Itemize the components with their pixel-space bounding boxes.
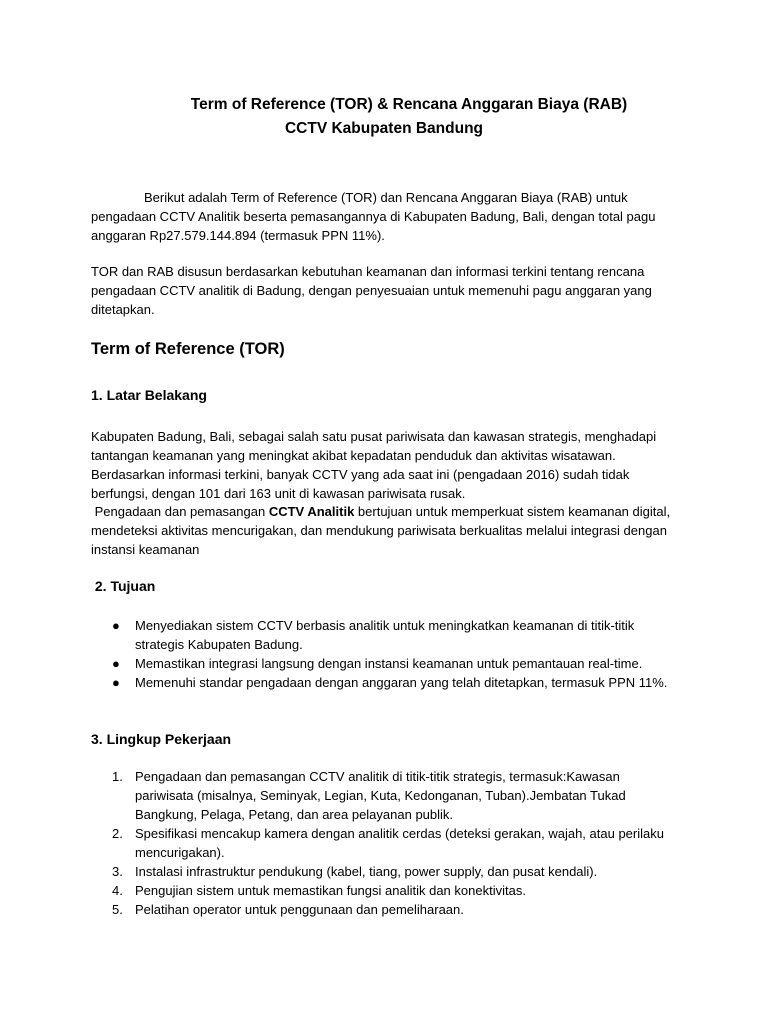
section-1-paragraph-2-lead: Pengadaan dan pemasangan [91,504,269,519]
list-item [91,767,681,824]
section-2-heading: 2. Tujuan [91,578,156,594]
list-item-text: Pengadaan dan pemasangan CCTV analitik di titik-titik strategis, termasuk:Kawasan pariwisata (misalnya, Seminyak, Legian, Kuta, Kedonganan, Tuban).Jembatan Tukad Bangkung, Pelaga, Petang, dan area pelayanan publik. [135,769,626,822]
list-item [91,900,681,919]
list-item [91,881,681,900]
list-item-text: Memastikan integrasi langsung dengan instansi keamanan untuk pemantauan real-time. [135,656,643,671]
tujuan-list [91,616,681,692]
section-1-paragraph-1: Kabupaten Badung, Bali, sebagai salah satu pusat pariwisata dan kawasan strategis, menghadapi tantangan keamanan yang meningkat akibat kepadatan penduduk dan aktivitas wisatawan. Berdasarkan informasi terkini, banyak CCTV yang ada saat ini (pengadaan 2016) sudah tidak berfungsi, dengan 101 dari 163 unit di kawasan pariwisata rusak. [91,429,657,501]
document-title-line-2: CCTV Kabupaten Bandung [284,120,484,137]
section-3-heading: 3. Lingkup Pekerjaan [91,731,232,747]
tor-heading: Term of Reference (TOR) [91,340,285,358]
list-item [91,654,681,673]
bullet-icon: ● [112,618,120,633]
list-number: 3. [112,864,123,879]
intro-paragraph-2: TOR dan RAB disusun berdasarkan kebutuhan keamanan dan informasi terkini tentang rencana pengadaan CCTV analitik di Badung, dengan penyesuaian untuk memenuhi pagu anggaran yang ditetapkan. [91,264,652,317]
list-number: 5. [112,902,123,917]
list-item-text: Instalasi infrastruktur pendukung (kabel, tiang, power supply, dan pusat kendali). [135,864,598,879]
list-item-text: Menyediakan sistem CCTV berbasis analitik untuk meningkatkan keamanan di titik-titik strategis Kabupaten Badung. [135,618,635,652]
list-number: 4. [112,883,123,898]
list-item-text: Pelatihan operator untuk penggunaan dan pemeliharaan. [135,902,464,917]
intro-paragraph-1 [91,188,676,245]
lingkup-list [91,767,681,919]
list-item [91,673,681,692]
list-number: 2. [112,826,123,841]
bullet-icon: ● [112,675,120,690]
list-item-text: Pengujian sistem untuk memastikan fungsi analitik dan konektivitas. [135,883,526,898]
section-1-paragraph-2 [91,502,676,559]
intro-paragraph-1-text: Berikut adalah Term of Reference (TOR) dan Rencana Anggaran Biaya (RAB) untuk pengadaan CCTV Analitik beserta pemasangannya di Kabupaten Badung, Bali, dengan total pagu anggaran Rp27.579.144.894 (termasuk PPN 11%). [91,190,656,243]
list-item [91,616,681,654]
list-item [91,824,681,862]
section-1-heading: 1. Latar Belakang [91,387,207,403]
list-item [91,862,681,881]
list-item-text: Memenuhi standar pengadaan dengan anggaran yang telah ditetapkan, termasuk PPN 11%. [135,675,668,690]
list-number: 1. [112,769,123,784]
list-item-text: Spesifikasi mencakup kamera dengan analitik cerdas (deteksi gerakan, wajah, atau perilaku mencurigakan). [135,826,664,860]
section-1-paragraph-2-rest: bertujuan untuk memperkuat sistem keamanan digital, mendeteksi aktivitas mencurigakan, dan mendukung pariwisata berkualitas melalui integrasi dengan instansi keamanan [91,504,671,557]
cctv-analitik-bold: CCTV Analitik [268,504,355,519]
document-title-line-1: Term of Reference (TOR) & Rencana Anggaran Biaya (RAB) [190,96,628,113]
bullet-icon: ● [112,656,120,671]
